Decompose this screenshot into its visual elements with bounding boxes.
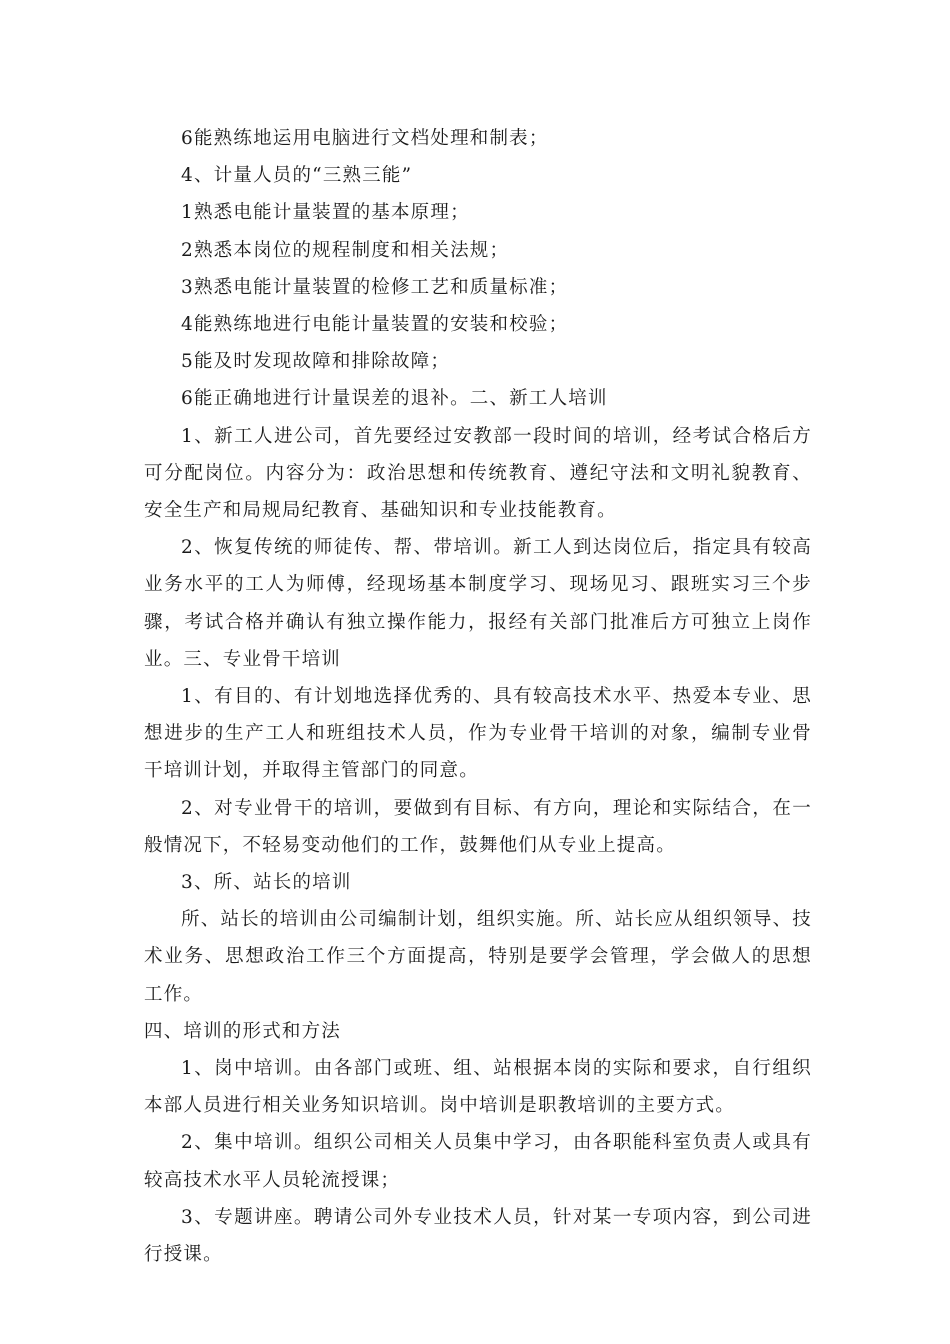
paragraph: 1、有目的、有计划地选择优秀的、具有较高技术水平、热爱本专业、思想进步的生产工人和班组技术人员，作为专业骨干培训的对象，编制专业骨干培训计划，并取得主管部门的同意。 — [144, 686, 812, 782]
paragraph: 3熟悉电能计量装置的检修工艺和质量标准； — [181, 276, 569, 298]
paragraph: 2熟悉本岗位的规程制度和相关法规； — [181, 239, 510, 261]
paragraph: 4、计量人员的“三熟三能” — [181, 165, 413, 187]
paragraph: 6能熟练地运用电脑进行文档处理和制表； — [181, 128, 549, 149]
paragraph: 3、专题讲座。聘请公司外专业技术人员，针对某一专项内容，到公司进行授课。 — [144, 1206, 812, 1266]
paragraph: 2、集中培训。组织公司相关人员集中学习，由各职能科室负责人或具有较高技术水平人员轮流授课； — [144, 1132, 812, 1191]
document-body — [144, 120, 812, 1273]
paragraph: 所、站长的培训由公司编制计划，组织实施。所、站长应从组织领导、技术业务、思想政治工作三个方面提高，特别是要学会管理，学会做人的思想工作。 — [144, 909, 812, 1005]
section-heading: 四、培训的形式和方法 — [144, 1020, 342, 1042]
paragraph: 1、新工人进公司，首先要经过安教部一段时间的培训，经考试合格后方可分配岗位。内容分为：政治思想和传统教育、遵纪守法和文明礼貌教育、安全生产和局规局纪教育、基础知识和专业技能教育。 — [144, 425, 812, 522]
paragraph: 1熟悉电能计量装置的基本原理； — [181, 202, 470, 224]
paragraph: 3、所、站长的培训 — [181, 872, 352, 894]
paragraph: 4能熟练地进行电能计量装置的安装和校验； — [181, 314, 569, 336]
paragraph: 2、恢复传统的师徒传、帮、带培训。新工人到达岗位后，指定具有较高业务水平的工人为师傅，经现场基本制度学习、现场见习、跟班实习三个步骤，考试合格并确认有独立操作能力，报经有关部门批准后方可独立上岗作业。三、专业骨干培训 — [144, 537, 812, 670]
paragraph: 5能及时发现故障和排除故障； — [181, 351, 451, 373]
paragraph: 2、对专业骨干的培训，要做到有目标、有方向，理论和实际结合，在一般情况下，不轻易变动他们的工作，鼓舞他们从专业上提高。 — [144, 797, 812, 856]
paragraph: 6能正确地进行计量误差的退补。二、新工人培训 — [181, 388, 608, 410]
paragraph: 1、岗中培训。由各部门或班、组、站根据本岗的实际和要求，自行组织本部人员进行相关业务知识培训。岗中培训是职教培训的主要方式。 — [144, 1058, 812, 1117]
